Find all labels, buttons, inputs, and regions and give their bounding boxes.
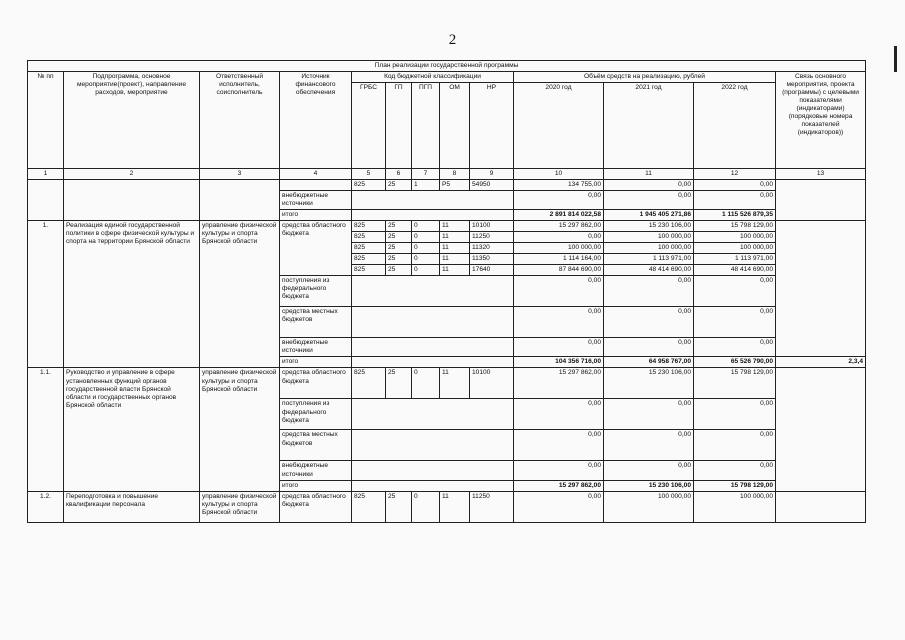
cell-2021: 0,00 (604, 276, 694, 307)
cell-2022: 0,00 (694, 399, 776, 430)
cell-2021: 1 113 971,00 (604, 254, 694, 265)
column-number: 4 (280, 169, 352, 180)
cell-2022: 0,00 (694, 307, 776, 338)
column-number: 11 (604, 169, 694, 180)
cell-pgp: 0 (412, 221, 440, 232)
table-row (28, 491, 866, 522)
cell-num: 1. (28, 221, 64, 368)
cell-grbs: 825 (352, 180, 386, 191)
header-2021: 2021 год (604, 83, 694, 169)
cell-link: 2,3,4 (776, 357, 866, 368)
cell-2022: 0,00 (694, 276, 776, 307)
cell-source: итого (280, 357, 352, 368)
header-source: Источник финансового обеспечения (280, 72, 352, 169)
cell-2021: 0,00 (604, 399, 694, 430)
cell-2022: 48 414 690,00 (694, 265, 776, 276)
header-om: ОМ (440, 83, 470, 169)
cell-2020: 134 755,00 (514, 180, 604, 191)
cell-np: 11250 (470, 232, 514, 243)
program-plan-table (27, 60, 866, 523)
cell-2021: 0,00 (604, 180, 694, 191)
cell-np: 11350 (470, 254, 514, 265)
cell-source: внебюджетные источники (280, 191, 352, 210)
cell-2020: 0,00 (514, 191, 604, 210)
cell-om: 11 (440, 368, 470, 399)
cell-source: итого (280, 480, 352, 491)
cell-np: 11250 (470, 491, 514, 522)
cell-2021: 0,00 (604, 430, 694, 461)
cell-np: 10100 (470, 368, 514, 399)
cell-source: средства местных бюджетов (280, 307, 352, 338)
cell-2022: 15 798 129,00 (694, 368, 776, 399)
header-executor: Ответственный исполнитель, соисполнитель (200, 72, 280, 169)
cell-2022: 0,00 (694, 191, 776, 210)
cell-executor: управление физической культуры и спорта Брянской области (200, 221, 280, 368)
cell-2021: 64 958 767,00 (604, 357, 694, 368)
column-number: 3 (200, 169, 280, 180)
cell-2022: 15 798 129,00 (694, 221, 776, 232)
cell-np: 17640 (470, 265, 514, 276)
cell-2021: 15 230 106,00 (604, 221, 694, 232)
cell-2021: 0,00 (604, 338, 694, 357)
cell-2022: 0,00 (694, 461, 776, 480)
cell-source: средства местных бюджетов (280, 430, 352, 461)
cell-executor: управление физической культуры и спорта Брянской области (200, 368, 280, 491)
header-amount-group: Объём средств на реализацию, рублей (514, 72, 776, 83)
cell-grbs: 825 (352, 243, 386, 254)
cell-om: P5 (440, 180, 470, 191)
cell-2022: 15 798 129,00 (694, 480, 776, 491)
cell-2021: 1 945 405 271,86 (604, 210, 694, 221)
column-number: 10 (514, 169, 604, 180)
cell-2020: 0,00 (514, 307, 604, 338)
cell-gp: 25 (386, 180, 412, 191)
cell-2022: 1 115 526 879,35 (694, 210, 776, 221)
cell-2020: 100 000,00 (514, 243, 604, 254)
cell-2021: 0,00 (604, 307, 694, 338)
cell-2020: 0,00 (514, 399, 604, 430)
cell-2022: 100 000,00 (694, 243, 776, 254)
cell-2020: 15 297 862,00 (514, 480, 604, 491)
cell-np: 54950 (470, 180, 514, 191)
cell-title: Руководство и управление в сфере установленных функций органов государственной власти Брянской области и государственных органов Брянской области (64, 368, 200, 491)
cell-2022: 1 113 971,00 (694, 254, 776, 265)
cell-gp: 25 (386, 491, 412, 522)
cell-2022: 0,00 (694, 180, 776, 191)
header-2022: 2022 год (694, 83, 776, 169)
cell-source: итого (280, 210, 352, 221)
cell-2020: 15 297 862,00 (514, 368, 604, 399)
cell-grbs: 825 (352, 265, 386, 276)
cell-2020: 0,00 (514, 232, 604, 243)
column-number: 7 (412, 169, 440, 180)
header-subprogram: Подпрограмма, основное мероприятие(проект), направление расходов, мероприятие (64, 72, 200, 169)
header-gp: ГП (386, 83, 412, 169)
header-2020: 2020 год (514, 83, 604, 169)
cell-2022: 0,00 (694, 430, 776, 461)
cell-2020: 1 114 164,00 (514, 254, 604, 265)
cell-grbs: 825 (352, 221, 386, 232)
cell-pgp: 0 (412, 265, 440, 276)
cell-source: внебюджетные источники (280, 338, 352, 357)
cell-2020: 0,00 (514, 491, 604, 522)
cell-2020: 104 356 716,00 (514, 357, 604, 368)
cell-2021: 48 414 690,00 (604, 265, 694, 276)
cell-2021: 0,00 (604, 461, 694, 480)
column-number: 2 (64, 169, 200, 180)
cell-2020: 2 891 814 022,58 (514, 210, 604, 221)
column-number: 5 (352, 169, 386, 180)
cell-2022: 100 000,00 (694, 232, 776, 243)
cell-om: 11 (440, 232, 470, 243)
cell-om: 11 (440, 243, 470, 254)
cell-2020: 87 844 690,00 (514, 265, 604, 276)
cell-gp: 25 (386, 368, 412, 399)
cell-gp: 25 (386, 232, 412, 243)
header-budget-class: Код бюджетной классификации (352, 72, 514, 83)
table-row (28, 221, 866, 232)
cell-2021: 15 230 106,00 (604, 480, 694, 491)
cell-source: внебюджетные источники (280, 461, 352, 480)
cell-2020: 0,00 (514, 276, 604, 307)
cell-np: 10100 (470, 221, 514, 232)
cell-grbs: 825 (352, 368, 386, 399)
cell-gp: 25 (386, 254, 412, 265)
column-number: 1 (28, 169, 64, 180)
cell-2022: 0,00 (694, 338, 776, 357)
header-num: № пп (28, 72, 64, 169)
cell-pgp: 0 (412, 232, 440, 243)
cell-om: 11 (440, 491, 470, 522)
cell-2021: 100 000,00 (604, 232, 694, 243)
header-np: НР (470, 83, 514, 169)
column-number: 12 (694, 169, 776, 180)
header-grbs: ГРБС (352, 83, 386, 169)
cell-grbs: 825 (352, 491, 386, 522)
cell-2021: 0,00 (604, 191, 694, 210)
cell-title: Реализация единой государственной политики в сфере физической культуры и спорта на территории Брянской области (64, 221, 200, 368)
cell-om: 11 (440, 265, 470, 276)
cell-2020: 0,00 (514, 461, 604, 480)
cell-grbs: 825 (352, 254, 386, 265)
cell-source: средства областного бюджета (280, 221, 352, 276)
cell-om: 11 (440, 221, 470, 232)
cell-2020: 0,00 (514, 338, 604, 357)
table-row (28, 180, 866, 191)
page-number: 2 (448, 32, 457, 48)
cell-np: 11320 (470, 243, 514, 254)
cell-gp: 25 (386, 221, 412, 232)
cell-executor: управление физической культуры и спорта Брянской области (200, 491, 280, 522)
cell-2021: 100 000,00 (604, 243, 694, 254)
cell-grbs: 825 (352, 232, 386, 243)
cell-source: поступления из федерального бюджета (280, 399, 352, 430)
column-number: 6 (386, 169, 412, 180)
cell-pgp: 0 (412, 491, 440, 522)
cell-source: средства областного бюджета (280, 491, 352, 522)
cell-2020: 0,00 (514, 430, 604, 461)
header-pgp: ПГП (412, 83, 440, 169)
cell-title: Переподготовка и повышение квалификации персонала (64, 491, 200, 522)
cell-pgp: 0 (412, 243, 440, 254)
cell-om: 11 (440, 254, 470, 265)
cell-pgp: 1 (412, 180, 440, 191)
cell-pgp: 0 (412, 368, 440, 399)
cell-2022: 100 000,00 (694, 491, 776, 522)
cell-2020: 15 297 862,00 (514, 221, 604, 232)
cell-pgp: 0 (412, 254, 440, 265)
column-number-row (28, 169, 866, 180)
header-link: Связь основного мероприятия, проекта (программы) с целевыми показателями (индикаторами) (порядковые номера показателей (индикаторов)) (776, 72, 866, 169)
cell-2021: 15 230 106,00 (604, 368, 694, 399)
cell-num: 1.2. (28, 491, 64, 522)
table-caption: План реализации государственной программы (28, 61, 866, 72)
cell-2022: 65 526 790,00 (694, 357, 776, 368)
cell-gp: 25 (386, 243, 412, 254)
table-row (28, 368, 866, 399)
scan-edge-mark (894, 46, 897, 72)
cell-num: 1.1. (28, 368, 64, 491)
column-number: 9 (470, 169, 514, 180)
column-number: 13 (776, 169, 866, 180)
column-number: 8 (440, 169, 470, 180)
cell-gp: 25 (386, 265, 412, 276)
cell-2021: 100 000,00 (604, 491, 694, 522)
cell-source: средства областного бюджета (280, 368, 352, 399)
cell-source: поступления из федерального бюджета (280, 276, 352, 307)
